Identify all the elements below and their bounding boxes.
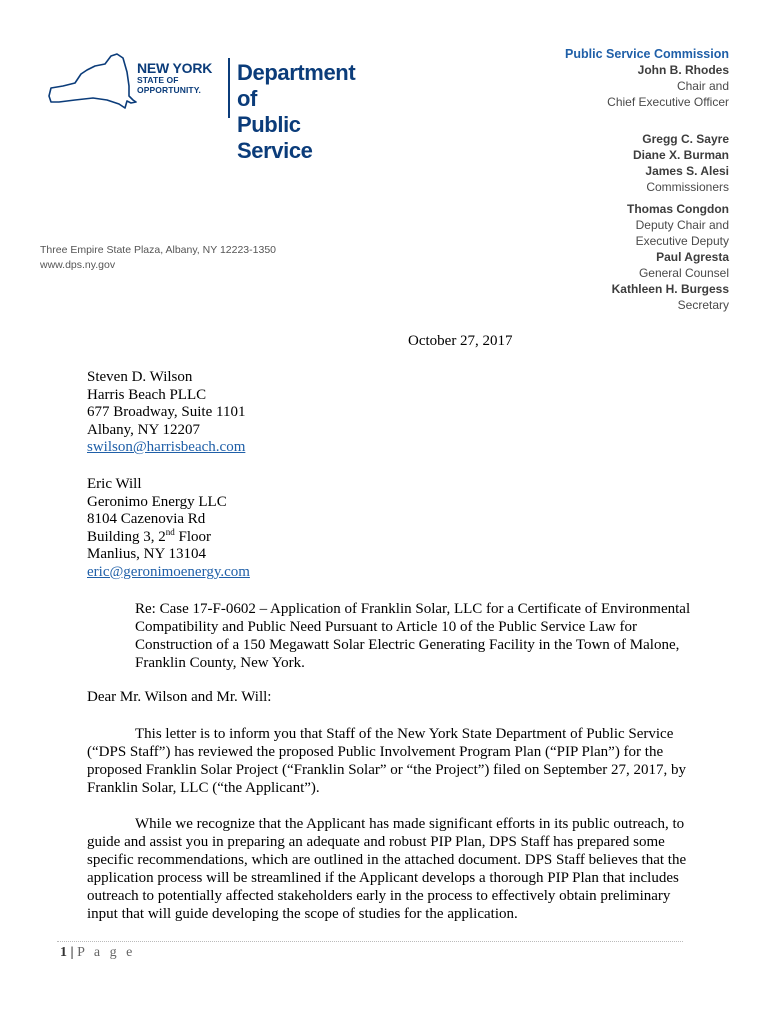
ny-line2: STATE OF	[137, 75, 179, 85]
deputy-title: Executive Deputy	[635, 234, 729, 248]
page-number: 1	[60, 945, 67, 960]
deputy-title: Deputy Chair and	[635, 218, 729, 232]
salutation: Dear Mr. Wilson and Mr. Will:	[87, 689, 272, 705]
recipient-city: Albany, NY 12207	[87, 421, 201, 438]
logo-divider	[228, 58, 230, 118]
commissioner-name: James S. Alesi	[645, 164, 729, 178]
chair-title: Chair and	[676, 79, 729, 93]
recipient-street: 677 Broadway, Suite 1101	[87, 404, 246, 420]
secretary-name: Kathleen H. Burgess	[611, 282, 729, 296]
letterhead-logo	[45, 50, 356, 163]
dept-line1: Department of	[237, 60, 356, 111]
commission-roster	[565, 46, 729, 313]
recipient-name: Eric Will	[87, 476, 142, 492]
ny-line1: NEW YORK	[137, 60, 213, 76]
recipient-block-1	[87, 369, 245, 457]
recipient-street: 8104 Cazenovia Rd	[87, 511, 206, 527]
commissioner-name: Diane X. Burman	[632, 148, 729, 162]
chair-name: John B. Rhodes	[637, 63, 729, 77]
page-label: P a g e	[77, 945, 136, 960]
body-paragraph: While we recognize that the Applicant has made significant efforts in its public outreach, to guide and assist you in preparing an adequate and robust PIP Plan, DPS Staff has prepared some specific recommendations, which are outlined in the attached document. DPS Staff believes that the application process will be streamlined if the Applicant develops a thorough PIP Plan that includes outreach to potentially affected stakeholders early in the process to effectively obtain preliminary input that will guide developing the scope of studies for the application.	[87, 816, 687, 922]
recipient-building: Building 3, 2nd Floor	[87, 526, 212, 545]
recipient-firm: Harris Beach PLLC	[87, 386, 207, 403]
re-line: Re: Case 17-F-0602 – Application of Franklin Solar, LLC for a Certificate of Environmental Compatibility and Public Need Pursuant to Article 10 of the Public Service Law for Construction of a 150 Megawatt Solar Electric Generating Facility in the Town of Malone, Franklin County, New York.	[135, 601, 691, 671]
recipient-name: Steven D. Wilson	[87, 369, 193, 385]
address-line: Three Empire State Plaza, Albany, NY 12223-1350	[40, 244, 277, 256]
dept-line2: Public Service	[237, 112, 313, 163]
letter-date: October 27, 2017	[408, 333, 513, 349]
page-footer	[60, 945, 135, 961]
recipient-email-link[interactable]: eric@geronimoenergy.com	[87, 563, 250, 580]
counsel-name: Paul Agresta	[656, 250, 729, 264]
recipient-city: Manlius, NY 13104	[87, 546, 207, 562]
ny-line3: OPPORTUNITY.	[137, 85, 202, 95]
secretary-title: Secretary	[677, 298, 729, 312]
ny-state-wordmark	[137, 62, 212, 95]
body-paragraph: This letter is to inform you that Staff of the New York State Department of Public Service (“DPS Staff”) has reviewed the proposed Public Involvement Program Plan (“PIP Plan”) for the proposed Franklin Solar Project (“Franklin Solar” or “the Project”) filed on September 27, 2017, by Franklin Solar, LLC (“the Applicant”).	[87, 726, 687, 796]
footer-divider	[57, 941, 683, 942]
recipient-block-2	[87, 476, 250, 581]
counsel-title: General Counsel	[638, 266, 729, 280]
footer-separator: |	[67, 945, 78, 960]
deputy-chair-name: Thomas Congdon	[627, 202, 729, 216]
new-york-state-map-icon	[45, 50, 137, 120]
recipient-email-link[interactable]: swilson@harrisbeach.com	[87, 439, 246, 455]
website-line: www.dps.ny.gov	[40, 259, 116, 271]
commissioner-name: Gregg C. Sayre	[642, 132, 729, 146]
chair-title: Chief Executive Officer	[607, 95, 729, 109]
commissioners-title: Commissioners	[646, 180, 729, 194]
agency-address	[40, 243, 276, 273]
recipient-firm: Geronimo Energy LLC	[87, 493, 227, 510]
commission-name: Public Service Commission	[565, 47, 729, 61]
department-wordmark	[237, 60, 355, 164]
